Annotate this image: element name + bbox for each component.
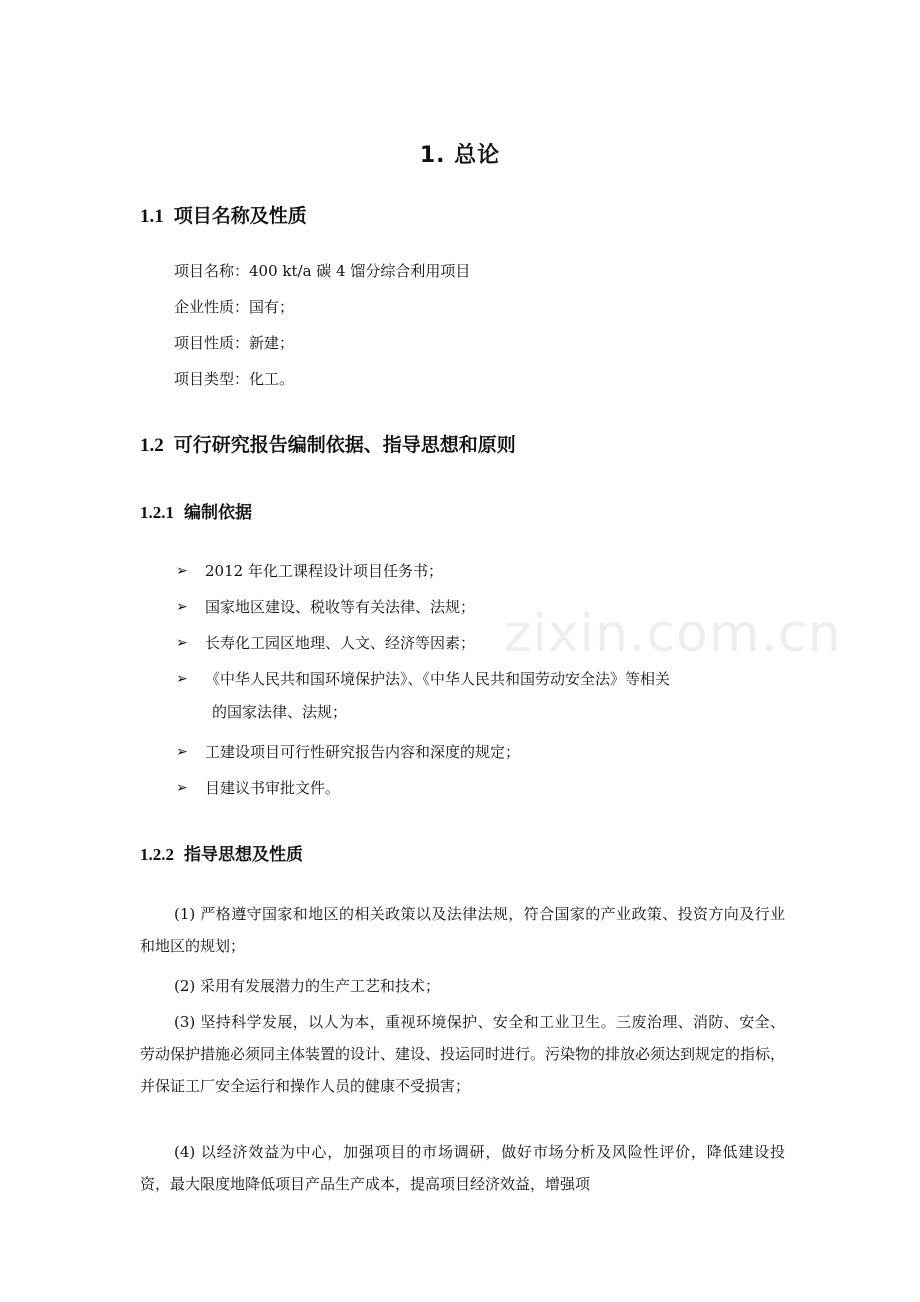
section-number: 1.2 bbox=[140, 435, 164, 456]
subsection-heading-1-2-1 bbox=[140, 498, 252, 523]
paragraph-2: (2) 采用有发展潜力的生产工艺和技术； bbox=[174, 977, 441, 995]
arrow-bullet-icon: ➢ bbox=[176, 599, 188, 615]
subsection-title: 指导思想及性质 bbox=[184, 845, 303, 865]
section-heading-1-1 bbox=[140, 201, 307, 228]
arrow-bullet-icon: ➢ bbox=[176, 671, 188, 687]
list-item-text: 目建议书审批文件。 bbox=[205, 779, 341, 797]
list-item bbox=[176, 597, 786, 617]
subsection-number: 1.2.2 bbox=[140, 845, 174, 864]
list-item-text: 《中华人民共和国环境保护法》、《中华人民共和国劳动安全法》等相关 bbox=[205, 670, 671, 688]
list-item-continuation: 的国家法律、法规； bbox=[212, 703, 348, 721]
list-item bbox=[176, 742, 786, 762]
watermark: zixin.com.cn bbox=[504, 604, 842, 664]
paragraph-4: (4) 以经济效益为中心，加强项目的市场调研，做好市场分析及风险性评价，降低建设投资，最大限度地降低项目产品生产成本，提高项目经济效益，增强项 bbox=[140, 1143, 785, 1193]
paragraph-1: (1) 严格遵守国家和地区的相关政策以及法律法规，符合国家的产业政策、投资方向及行业和地区的规划； bbox=[140, 905, 785, 955]
chapter-title: 1. 总论 bbox=[419, 143, 501, 168]
info-project-nature: 项目性质：新建； bbox=[174, 334, 295, 352]
list-item bbox=[176, 669, 786, 722]
subsection-number: 1.2.1 bbox=[140, 503, 174, 522]
list-item-text: 国家地区建设、税收等有关法律、法规； bbox=[205, 598, 476, 616]
subsection-heading-1-2-2 bbox=[140, 840, 303, 865]
arrow-bullet-icon: ➢ bbox=[176, 744, 188, 760]
section-heading-1-2 bbox=[140, 430, 516, 457]
paragraph-3: (3) 坚持科学发展，以人为本，重视环境保护、安全和工业卫生。三废治理、消防、安全、劳动保护措施必须同主体装置的设计、建设、投运同时进行。污染物的排放必须达到规定的指标，并保证工厂安全运行和操作人员的健康不受损害； bbox=[140, 1013, 786, 1095]
list-item-text: 工建设项目可行性研究报告内容和深度的规定； bbox=[205, 743, 521, 761]
list-item bbox=[176, 633, 786, 653]
list-item bbox=[176, 561, 786, 581]
info-project-name: 项目名称：400 kt/a 碳 4 馏分综合利用项目 bbox=[174, 262, 471, 280]
arrow-bullet-icon: ➢ bbox=[176, 780, 188, 796]
section-title: 可行研究报告编制依据、指导思想和原则 bbox=[173, 434, 516, 456]
list-item bbox=[176, 778, 786, 798]
section-number: 1.1 bbox=[140, 206, 164, 227]
subsection-title: 编制依据 bbox=[184, 503, 252, 523]
arrow-bullet-icon: ➢ bbox=[176, 563, 188, 579]
list-item-text: 长寿化工园区地理、人文、经济等因素； bbox=[205, 634, 476, 652]
info-enterprise-nature: 企业性质：国有； bbox=[174, 298, 295, 316]
arrow-bullet-icon: ➢ bbox=[176, 635, 188, 651]
info-project-type: 项目类型：化工。 bbox=[174, 370, 295, 388]
section-title: 项目名称及性质 bbox=[173, 205, 307, 227]
list-item-text: 2012 年化工课程设计项目任务书； bbox=[205, 562, 443, 580]
